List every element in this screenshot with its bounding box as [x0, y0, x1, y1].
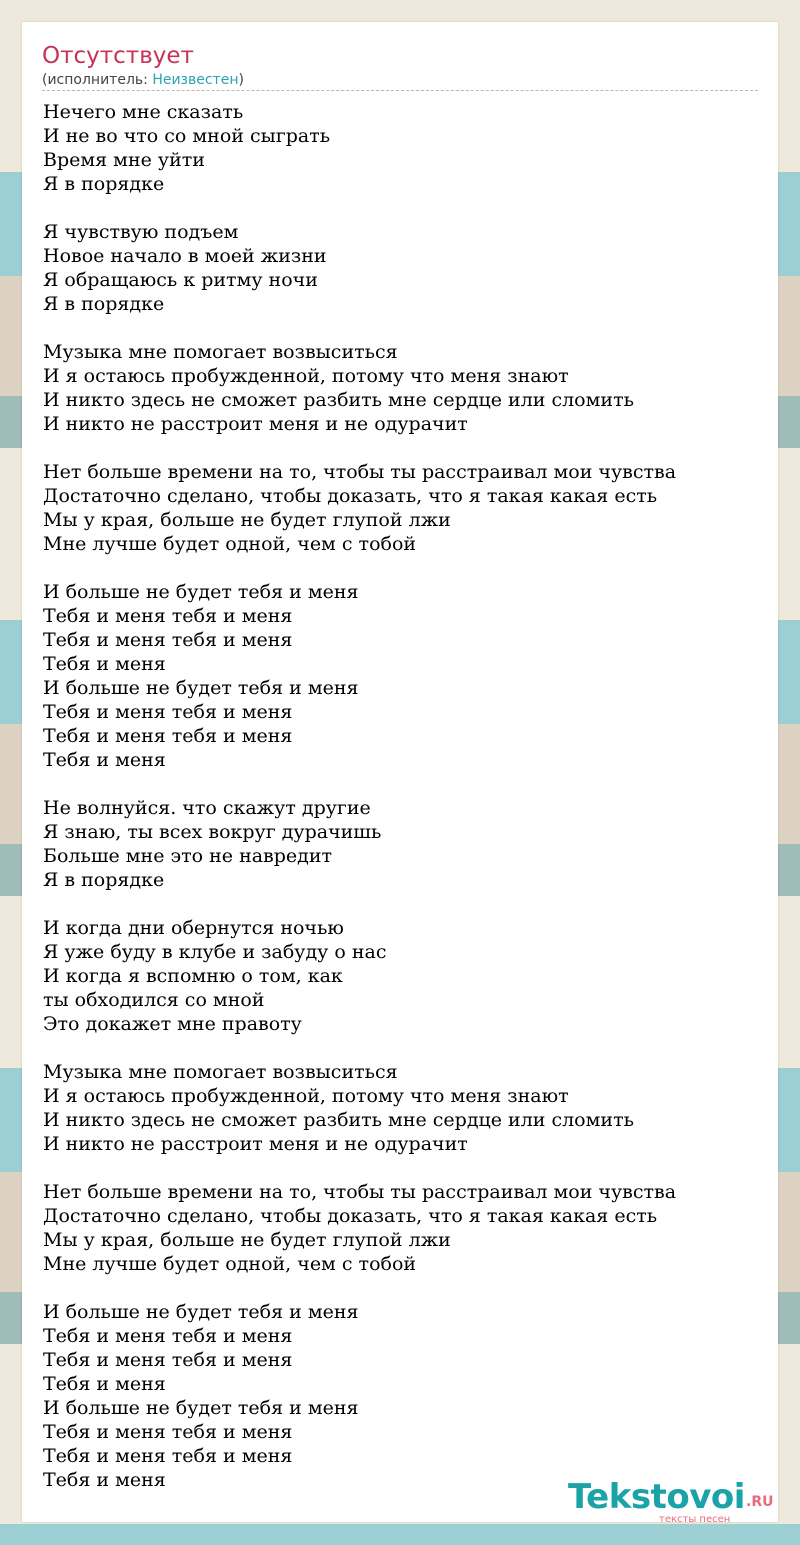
lyric-line: Нечего мне сказать [43, 101, 244, 123]
stanza-gap [43, 196, 763, 220]
lyrics-card [22, 22, 778, 1525]
lyric-line: И никто здесь не сможет разбить мне сердце или сломить [43, 389, 634, 411]
lyric-line: Я знаю, ты всех вокруг дурачишь [43, 821, 382, 843]
stanza-gap [43, 556, 763, 580]
stanza-gap [43, 436, 763, 460]
stanza-gap [43, 1156, 763, 1180]
lyric-line: Тебя и меня [43, 1373, 166, 1395]
artist-link[interactable]: Неизвестен [152, 72, 239, 88]
lyric-line: Тебя и меня [43, 749, 166, 771]
site-logo[interactable] [568, 1477, 778, 1527]
lyric-line: Время мне уйти [43, 149, 205, 171]
lyric-line: Я в порядке [43, 173, 165, 195]
lyric-line: И больше не будет тебя и меня [43, 1397, 359, 1419]
lyric-line: Мы у края, больше не будет глупой лжи [43, 509, 451, 531]
logo-domain: .RU [746, 1494, 774, 1510]
lyric-line: Мы у края, больше не будет глупой лжи [43, 1229, 451, 1251]
lyric-line: И больше не будет тебя и меня [43, 581, 359, 603]
lyric-line: Тебя и меня тебя и меня [43, 725, 293, 747]
lyric-line: Тебя и меня [43, 1469, 166, 1491]
lyric-line: Достаточно сделано, чтобы доказать, что я такая какая есть [43, 1205, 658, 1227]
lyric-line: Мне лучше будет одной, чем с тобой [43, 533, 417, 555]
stanza-gap [43, 892, 763, 916]
lyric-line: И никто здесь не сможет разбить мне сердце или сломить [43, 1109, 634, 1131]
lyric-line: И когда дни обернутся ночью [43, 917, 344, 939]
lyric-line: И не во что со мной сыграть [43, 125, 331, 147]
lyric-line: И я остаюсь пробужденной, потому что меня знают [43, 365, 569, 387]
lyric-line: Достаточно сделано, чтобы доказать, что я такая какая есть [43, 485, 658, 507]
logo-wordmark: Tekstovoi [568, 1477, 745, 1517]
lyric-line: И когда я вспомню о том, как [43, 965, 343, 987]
lyric-line: Нет больше времени на то, чтобы ты расстраивал мои чувства [43, 461, 677, 483]
stanza-gap [43, 772, 763, 796]
artist-suffix: ) [238, 72, 244, 88]
lyric-line: Тебя и меня тебя и меня [43, 701, 293, 723]
lyric-line: Тебя и меня тебя и меня [43, 1445, 293, 1467]
lyric-line: И я остаюсь пробужденной, потому что меня знают [43, 1085, 569, 1107]
lyric-line: И больше не будет тебя и меня [43, 677, 359, 699]
lyric-line: Нет больше времени на то, чтобы ты расстраивал мои чувства [43, 1181, 677, 1203]
lyric-line: И больше не будет тебя и меня [43, 1301, 359, 1323]
lyric-line: Новое начало в моей жизни [43, 245, 327, 267]
lyric-line: Тебя и меня тебя и меня [43, 1349, 293, 1371]
lyric-line: И никто не расстроит меня и не одурачит [43, 1133, 468, 1155]
lyrics-body [43, 100, 763, 1492]
lyric-line: Музыка мне помогает возвыситься [43, 1061, 398, 1083]
lyric-line: Я чувствую подъем [43, 221, 239, 243]
background-stripe [0, 1524, 800, 1545]
stanza-gap [43, 1036, 763, 1060]
lyric-line: Больше мне это не навредит [43, 845, 333, 867]
lyric-line: Музыка мне помогает возвыситься [43, 341, 398, 363]
title-divider [42, 90, 758, 91]
lyric-line: Тебя и меня [43, 653, 166, 675]
lyric-line: Я в порядке [43, 869, 165, 891]
lyric-line: Это докажет мне правоту [43, 1013, 302, 1035]
artist-line [42, 71, 244, 89]
logo-tagline: тексты песен [659, 1514, 731, 1525]
lyric-line: Не волнуйся. что скажут другие [43, 797, 371, 819]
lyric-line: И никто не расстроит меня и не одурачит [43, 413, 468, 435]
lyric-line: Я уже буду в клубе и забуду о нас [43, 941, 387, 963]
artist-prefix: (исполнитель: [42, 72, 153, 88]
lyric-line: Тебя и меня тебя и меня [43, 605, 293, 627]
lyric-line: Я обращаюсь к ритму ночи [43, 269, 318, 291]
song-title: Отсутствует [42, 43, 194, 69]
lyric-line: Я в порядке [43, 293, 165, 315]
lyric-line: Тебя и меня тебя и меня [43, 1325, 293, 1347]
stanza-gap [43, 1276, 763, 1300]
lyric-line: Тебя и меня тебя и меня [43, 1421, 293, 1443]
lyric-line: Мне лучше будет одной, чем с тобой [43, 1253, 417, 1275]
lyric-line: Тебя и меня тебя и меня [43, 629, 293, 651]
stanza-gap [43, 316, 763, 340]
lyric-line: ты обходился со мной [43, 989, 265, 1011]
